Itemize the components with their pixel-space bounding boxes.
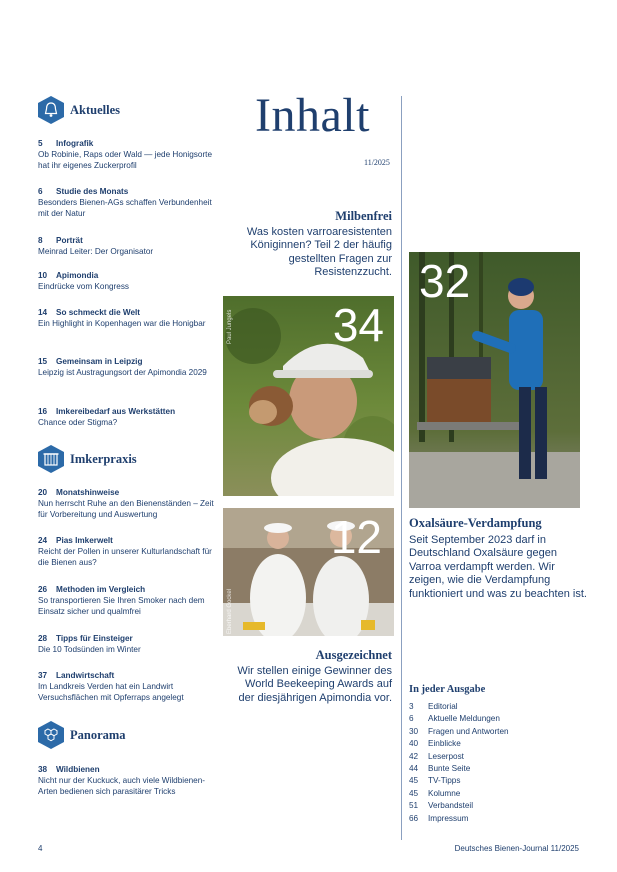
toc-item-title: Infografik — [56, 139, 94, 148]
jeder-label: Leserpost — [428, 751, 464, 761]
footer-journal: Deutsches Bienen-Journal 11/2025 — [454, 844, 579, 853]
section-title-panorama: Panorama — [70, 727, 126, 742]
toc-item-title: Landwirtschaft — [56, 671, 115, 680]
page-ref-number: 32 — [419, 255, 471, 307]
jeder-item[interactable] — [409, 800, 509, 812]
toc-item-title: Monatshinweise — [56, 488, 120, 497]
jeder-title: In jeder Ausgabe — [409, 684, 486, 695]
jeder-page-number: 3 — [409, 702, 414, 711]
toc-item[interactable] — [38, 764, 218, 797]
jeder-page-number: 6 — [409, 714, 414, 724]
toc-item[interactable] — [38, 138, 218, 171]
issue-label: 11/2025 — [364, 158, 390, 167]
toc-item-head — [38, 307, 218, 318]
toc-item-title: Tipps für Einsteiger — [56, 634, 133, 643]
jeder-page-number: 51 — [409, 801, 419, 811]
toc-item-desc: Im Landkreis Verden hat ein Landwirt Versuchsflächen mit Opferraps angelegt — [38, 682, 184, 702]
teaser-body: Seit September 2023 darf in Deutschland Oxalsäure gegen Varroa verdampft werden. Wir zeigen, wie die Verdampfung funktioniert und was zu beachten ist. — [409, 534, 587, 600]
hive-frame-icon — [38, 445, 64, 473]
jeder-label: Aktuelle Meldungen — [428, 714, 500, 724]
toc-page-number: 5 — [38, 139, 43, 148]
jeder-page-number: 45 — [409, 776, 419, 786]
jeder-item[interactable] — [409, 738, 509, 750]
jeder-item[interactable] — [409, 763, 509, 775]
toc-item-title: Wildbienen — [56, 765, 100, 774]
toc-page-number: 10 — [38, 271, 48, 280]
toc-item[interactable] — [38, 633, 218, 655]
toc-item-head — [38, 535, 218, 546]
jeder-label: Einblicke — [428, 739, 461, 749]
toc-item[interactable] — [38, 186, 218, 219]
jeder-label: TV-Tipps — [428, 776, 461, 786]
toc-item-head — [38, 406, 218, 417]
toc-page-number: 15 — [38, 357, 48, 366]
jeder-item[interactable] — [409, 775, 509, 787]
jeder-item[interactable] — [409, 788, 509, 800]
photo-queen-tasting[interactable] — [223, 296, 394, 496]
toc-item-head — [38, 186, 218, 197]
toc-item[interactable] — [38, 356, 218, 378]
toc-item[interactable] — [38, 584, 218, 617]
toc-item-title: Imkereibedarf aus Werkstätten — [56, 407, 176, 416]
jeder-item[interactable] — [409, 713, 509, 725]
toc-item-head — [38, 487, 218, 498]
jeder-page-number: 40 — [409, 739, 419, 749]
bell-icon — [38, 96, 64, 124]
jeder-label: Fragen und Antworten — [428, 726, 509, 736]
toc-item-head — [38, 764, 218, 775]
toc-item[interactable] — [38, 406, 218, 428]
teaser-title: Milbenfrei — [335, 209, 392, 223]
jeder-page-number: 42 — [409, 751, 419, 761]
section-head-aktuelles — [38, 96, 120, 124]
toc-item-head — [38, 584, 218, 595]
teaser-oxalsaeure[interactable] — [409, 516, 589, 601]
toc-item-head — [38, 356, 218, 367]
toc-item-desc: Meinrad Leiter: Der Organisator — [38, 247, 154, 256]
toc-item-desc: Besonders Bienen-AGs schaffen Verbundenheit mit der Natur — [38, 198, 212, 218]
jeder-page-number: 30 — [409, 726, 419, 736]
photo-oxalic-evaporation[interactable] — [409, 252, 580, 508]
toc-item-desc: Chance oder Stigma? — [38, 418, 118, 427]
toc-item-desc: Reicht der Pollen in unserer Kulturlandschaft für die Bienen aus? — [38, 547, 212, 567]
toc-page-number: 38 — [38, 765, 48, 774]
toc-page-number: 20 — [38, 488, 48, 497]
toc-item-title: Gemeinsam in Leipzig — [56, 357, 143, 366]
toc-item-desc: So transportieren Sie Ihren Smoker nach dem Einsatz sicher und qualmfrei — [38, 596, 205, 616]
jeder-page-number: 45 — [409, 788, 419, 798]
jeder-item[interactable] — [409, 726, 509, 738]
teaser-title: Oxalsäure-Verdampfung — [409, 516, 542, 530]
toc-page-number: 14 — [38, 308, 48, 317]
toc-page-number: 28 — [38, 634, 48, 643]
teaser-milbenfrei[interactable] — [236, 209, 392, 280]
in-jeder-ausgabe — [409, 684, 509, 825]
toc-item-desc: Eindrücke vom Kongress — [38, 282, 130, 291]
toc-page-number: 16 — [38, 407, 48, 416]
toc-item-head — [38, 633, 218, 644]
toc-page-number: 37 — [38, 671, 48, 680]
jeder-page-number: 66 — [409, 813, 419, 823]
page-title: Inhalt — [255, 89, 370, 142]
section-head-panorama — [38, 721, 126, 749]
page-ref-number: 12 — [330, 511, 382, 563]
toc-item-desc: Leipzig ist Austragungsort der Apimondia 2029 — [38, 368, 207, 377]
toc-item[interactable] — [38, 670, 218, 703]
toc-page-number: 24 — [38, 536, 48, 545]
photo-credit: Paul Jungels — [227, 309, 233, 344]
jeder-page-number: 44 — [409, 764, 419, 774]
toc-item-head — [38, 235, 218, 246]
toc-item-head — [38, 270, 218, 281]
toc-item[interactable] — [38, 535, 218, 568]
jeder-label: Editorial — [428, 702, 458, 711]
section-title-imkerpraxis: Imkerpraxis — [70, 451, 137, 466]
honeycomb-icon — [38, 721, 64, 749]
toc-item[interactable] — [38, 307, 218, 329]
toc-item-desc: Ein Highlight in Kopenhagen war die Honigbar — [38, 319, 206, 328]
toc-page-number: 6 — [38, 187, 43, 196]
jeder-label: Kolumne — [428, 788, 461, 798]
toc-item-title: Pias Imkerwelt — [56, 536, 113, 545]
toc-item-desc: Die 10 Todsünden im Winter — [38, 645, 141, 654]
toc-item[interactable] — [38, 270, 218, 292]
toc-item-desc: Nicht nur der Kuckuck, auch viele Wildbienen-Arten bedienen sich parasitärer Tricks — [38, 776, 206, 796]
toc-item[interactable] — [38, 487, 218, 520]
toc-item-head — [38, 138, 218, 149]
toc-item-title: Studie des Monats — [56, 187, 129, 196]
toc-item-head — [38, 670, 218, 681]
jeder-label: Verbandsteil — [428, 801, 474, 811]
toc-item-title: Apimondia — [56, 271, 99, 280]
toc-item-desc: Ob Robinie, Raps oder Wald — jede Honigsorte hat ihr eigenes Zuckerprofil — [38, 150, 212, 170]
toc-item-title: Methoden im Vergleich — [56, 585, 146, 594]
divider-line — [401, 96, 402, 840]
toc-item-desc: Nun herrscht Ruhe an den Bienenständen – Zeit für Vorbereitung und Auswertung — [38, 499, 214, 519]
jeder-item[interactable] — [409, 813, 509, 825]
jeder-label: Impressum — [428, 813, 469, 823]
teaser-body: Wir stellen einige Gewinner des World Beekeeping Awards auf der diesjährigen Apimondia vor. — [237, 665, 392, 704]
toc-item-title: So schmeckt die Welt — [56, 308, 141, 317]
toc-page-number: 26 — [38, 585, 48, 594]
jeder-label: Bunte Seite — [428, 764, 471, 774]
toc-item-title: Porträt — [56, 236, 83, 245]
section-head-imkerpraxis — [38, 445, 137, 473]
page-ref-number: 34 — [332, 299, 384, 351]
jeder-item[interactable] — [409, 701, 509, 713]
toc-page-number: 8 — [38, 236, 43, 245]
teaser-body: Was kosten varroaresistenten Königinnen? Teil 2 der häufig gestellten Fragen zur Resistenzzucht. — [246, 226, 392, 279]
section-title-aktuelles: Aktuelles — [70, 102, 120, 117]
toc-item[interactable] — [38, 235, 218, 257]
photo-award-judges[interactable] — [223, 508, 394, 636]
teaser-ausgezeichnet[interactable] — [236, 648, 392, 705]
jeder-item[interactable] — [409, 751, 509, 763]
page-number: 4 — [38, 844, 43, 853]
teaser-title: Ausgezeichnet — [315, 648, 392, 662]
photo-credit: Eberhard Gockel — [227, 588, 233, 634]
